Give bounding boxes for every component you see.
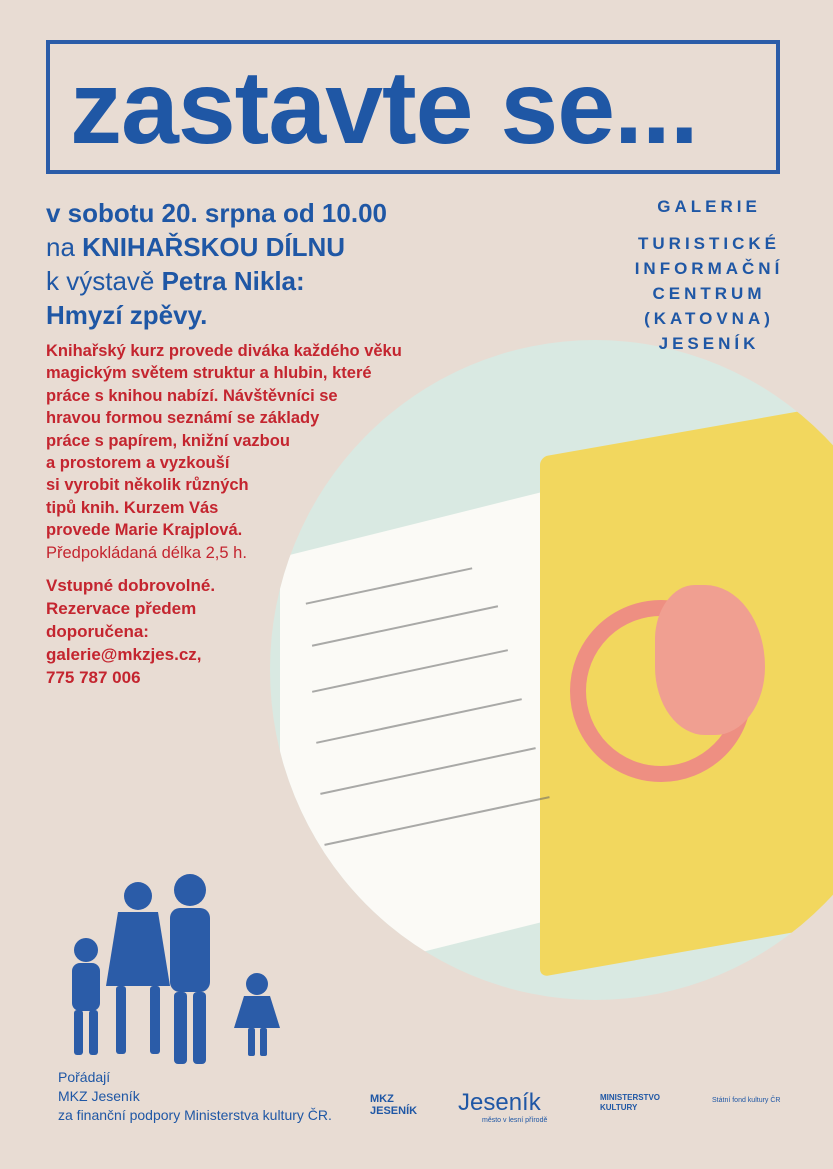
- admission-line: doporučena:: [46, 622, 149, 641]
- poster-title: zastavte se...: [70, 50, 698, 166]
- admission-line: Vstupné dobrovolné.: [46, 576, 216, 595]
- description-line: provede Marie Krajplová.: [46, 521, 243, 540]
- description-line: práce s papírem, knižní vazbou: [46, 431, 290, 450]
- funding-note: za finanční podpory Ministerstva kultury ČR.: [58, 1107, 332, 1123]
- mkz-logo: MKZ JESENÍK: [370, 1093, 418, 1117]
- admission-line: Rezervace předem: [46, 599, 197, 618]
- venue-line: INFORMAČNÍ: [634, 259, 784, 278]
- event-intro: [46, 196, 446, 332]
- description-line: magickým světem struktur a hlubin, které: [46, 364, 372, 383]
- venue-spacer: [612, 219, 806, 231]
- description-line: tipů knih. Kurzem Vás: [46, 498, 219, 517]
- admission-block: [46, 574, 346, 689]
- event-exhibition: k výstavě Petra Nikla:: [46, 266, 305, 296]
- event-workshop: na KNIHAŘSKOU DÍLNU: [46, 232, 346, 262]
- description-line: si vyrobit několik různých: [46, 476, 249, 495]
- venue-line: CENTRUM: [652, 284, 766, 303]
- email-link[interactable]: galerie@mkzjes.cz,: [46, 645, 202, 664]
- jesenik-logo: Jeseník: [458, 1089, 541, 1116]
- title-box: [46, 40, 780, 174]
- organizer-name: MKZ Jeseník: [58, 1088, 140, 1104]
- organizers-label: Pořádají: [58, 1069, 111, 1085]
- family-silhouette-icon: [46, 872, 286, 1072]
- ministerstvo-logo: MINISTERSTVO KULTURY: [600, 1093, 661, 1112]
- venue-line: TURISTICKÉ: [638, 234, 780, 253]
- venue-line: GALERIE: [657, 197, 761, 216]
- jesenik-slogan: město v lesní přírodě: [482, 1117, 548, 1124]
- organizers: [58, 1068, 332, 1125]
- description-line: a prostorem a vyzkouší: [46, 454, 230, 473]
- event-date: v sobotu 20. srpna od 10.00: [46, 198, 387, 228]
- fond-logo: Státní fond kultury ČR: [712, 1097, 781, 1104]
- logo-bar: [370, 1085, 800, 1133]
- event-exhibition-title: Hmyzí zpěvy.: [46, 300, 208, 330]
- duration: Předpokládaná délka 2,5 h.: [46, 543, 247, 562]
- venue-block: [612, 194, 806, 356]
- venue-line: (KATOVNA): [644, 309, 774, 328]
- description-line: hravou formou seznámí se základy: [46, 409, 320, 428]
- description-line: práce s knihou nabízí. Návštěvníci se: [46, 386, 338, 405]
- description-line: Knihařský kurz provede diváka každého věku: [46, 342, 402, 360]
- description: [46, 340, 436, 564]
- phone-link[interactable]: 775 787 006: [46, 668, 141, 687]
- venue-line: JESENÍK: [658, 334, 760, 353]
